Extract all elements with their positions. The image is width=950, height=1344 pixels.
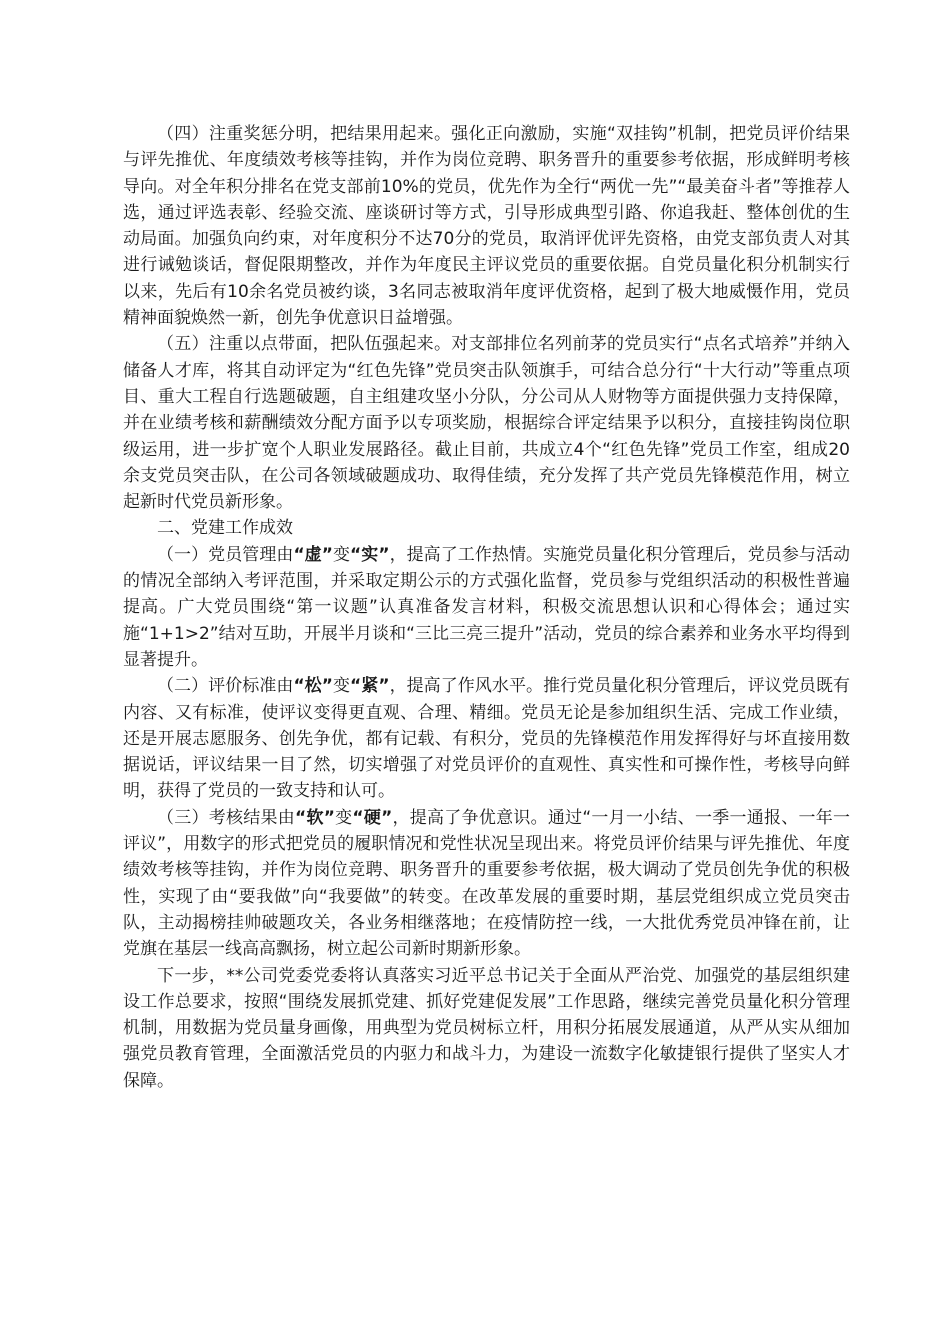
result-bold-term: “紧”: [350, 676, 390, 697]
result-body: ，提高了工作热情。实施党员量化积分管理后，党员参与活动的情况全部纳入考评范围，并采取定期公示的方式强化监督，党员参与党组织活动的积极性普遍提高。广大党员围绕“第一议题”认真准备发言材料，积极交流思想认识和心得体会；通过实施“1+1>2”结对互助，开展半月谈和“三比三亮三提升”活动，党员的综合素养和业务水平均得到显著提升。: [123, 544, 851, 670]
paragraph-section-5: （五）注重以点带面，把队伍强起来。对支部排位名列前茅的党员实行“点名式培养”并纳入储备人才库，将其自动评定为“红色先锋”党员突击队领旗手，可结合总分行“十大行动”等重点项目、重大工程自行选题破题，自主组建攻坚小分队，分公司从人财物等方面提供强力支持保障，并在业绩考核和薪酬绩效分配方面予以专项奖励，根据综合评定结果予以积分，直接挂钩岗位职级运用，进一步扩宽个人职业发展路径。截止目前，共成立4个“红色先锋”党员工作室，组成20余支党员突击队，在公司各领域破题成功、取得佳绩，充分发挥了共产党员先锋模范作用，树立起新时代党员新形象。: [123, 334, 850, 513]
document-page: [123, 121, 850, 1094]
paragraph-result-1: [123, 542, 850, 673]
result-mid: 变: [332, 544, 351, 565]
result-bold-term: “松”: [293, 676, 333, 697]
result-prefix: （三）考核结果由: [157, 807, 296, 828]
result-prefix: （一）党员管理由: [157, 544, 294, 565]
result-mid: 变: [332, 676, 351, 697]
result-mid: 变: [334, 807, 353, 828]
section-heading: 二、党建工作成效: [157, 518, 293, 539]
result-bold-term: “实”: [350, 544, 390, 565]
result-bold-term: “硬”: [352, 807, 393, 828]
result-body: ，提高了争优意识。通过“一月一小结、一季一通报、一年一评议”，用数字的形式把党员的履职情况和党性状况呈现出来。将党员评价结果与评先推优、年度绩效考核等挂钩，并作为岗位竞聘、职务晋升的重要参考依据，极大调动了党员创先争优的积极性，实现了由“要我做”向“我要做”的转变。在改革发展的重要时期，基层党组织成立党员突击队，主动揭榜挂帅破题攻关，各业务相继落地；在疫情防控一线，一大批优秀党员冲锋在前，让党旗在基层一线高高飘扬，树立起公司新时期新形象。: [123, 807, 850, 960]
paragraph-section-4: （四）注重奖惩分明，把结果用起来。强化正向激励，实施“双挂钩”机制，把党员评价结果与评先推优、年度绩效考核等挂钩，并作为岗位竞聘、职务晋升的重要参考依据，形成鲜明考核导向。对全年积分排名在党支部前10%的党员，优先作为全行“两优一先”“最美奋斗者”等推荐人选，通过评选表彰、经验交流、座谈研讨等方式，引导形成典型引路、你追我赶、整体创优的生动局面。加强负向约束，对年度积分不达70分的党员，取消评优评先资格，由党支部负责人对其进行诫勉谈话，督促限期整改，并作为年度民主评议党员的重要依据。自党员量化积分机制实行以来，先后有10余名党员被约谈，3名同志被取消年度评优资格，起到了极大地威慑作用，党员精神面貌焕然一新，创先争优意识日益增强。: [123, 124, 850, 329]
paragraph-result-2: [123, 673, 850, 804]
paragraph-closing: 下一步，**公司党委党委将认真落实习近平总书记关于全面从严治党、加强党的基层组织建设工作总要求，按照“围绕发展抓党建、抓好党建促发展”工作思路，继续完善党员量化积分管理机制，用数据为党员量身画像，用典型为党员树标立杆，用积分拓展发展通道，从严从实从细加强党员教育管理，全面激活党员的内驱力和战斗力，为建设一流数字化敏捷银行提供了坚实人才保障。: [123, 965, 850, 1091]
result-bold-term: “软”: [295, 807, 335, 828]
paragraph-result-3: [123, 805, 850, 963]
result-body: ，提高了作风水平。推行党员量化积分管理后，评议党员既有内容、又有标准，使评议变得更直观、合理、精细。党员无论是参加组织生活、完成工作业绩，还是开展志愿服务、创先争优，都有记载、有积分，党员的先锋模范作用发挥得好与坏直接用数据说话，评议结果一目了然，切实增强了对党员评价的直观性、真实性和可操作性，考核导向鲜明，获得了党员的一致支持和认可。: [123, 676, 851, 802]
result-bold-term: “虚”: [293, 544, 333, 565]
result-prefix: （二）评价标准由: [157, 676, 294, 697]
